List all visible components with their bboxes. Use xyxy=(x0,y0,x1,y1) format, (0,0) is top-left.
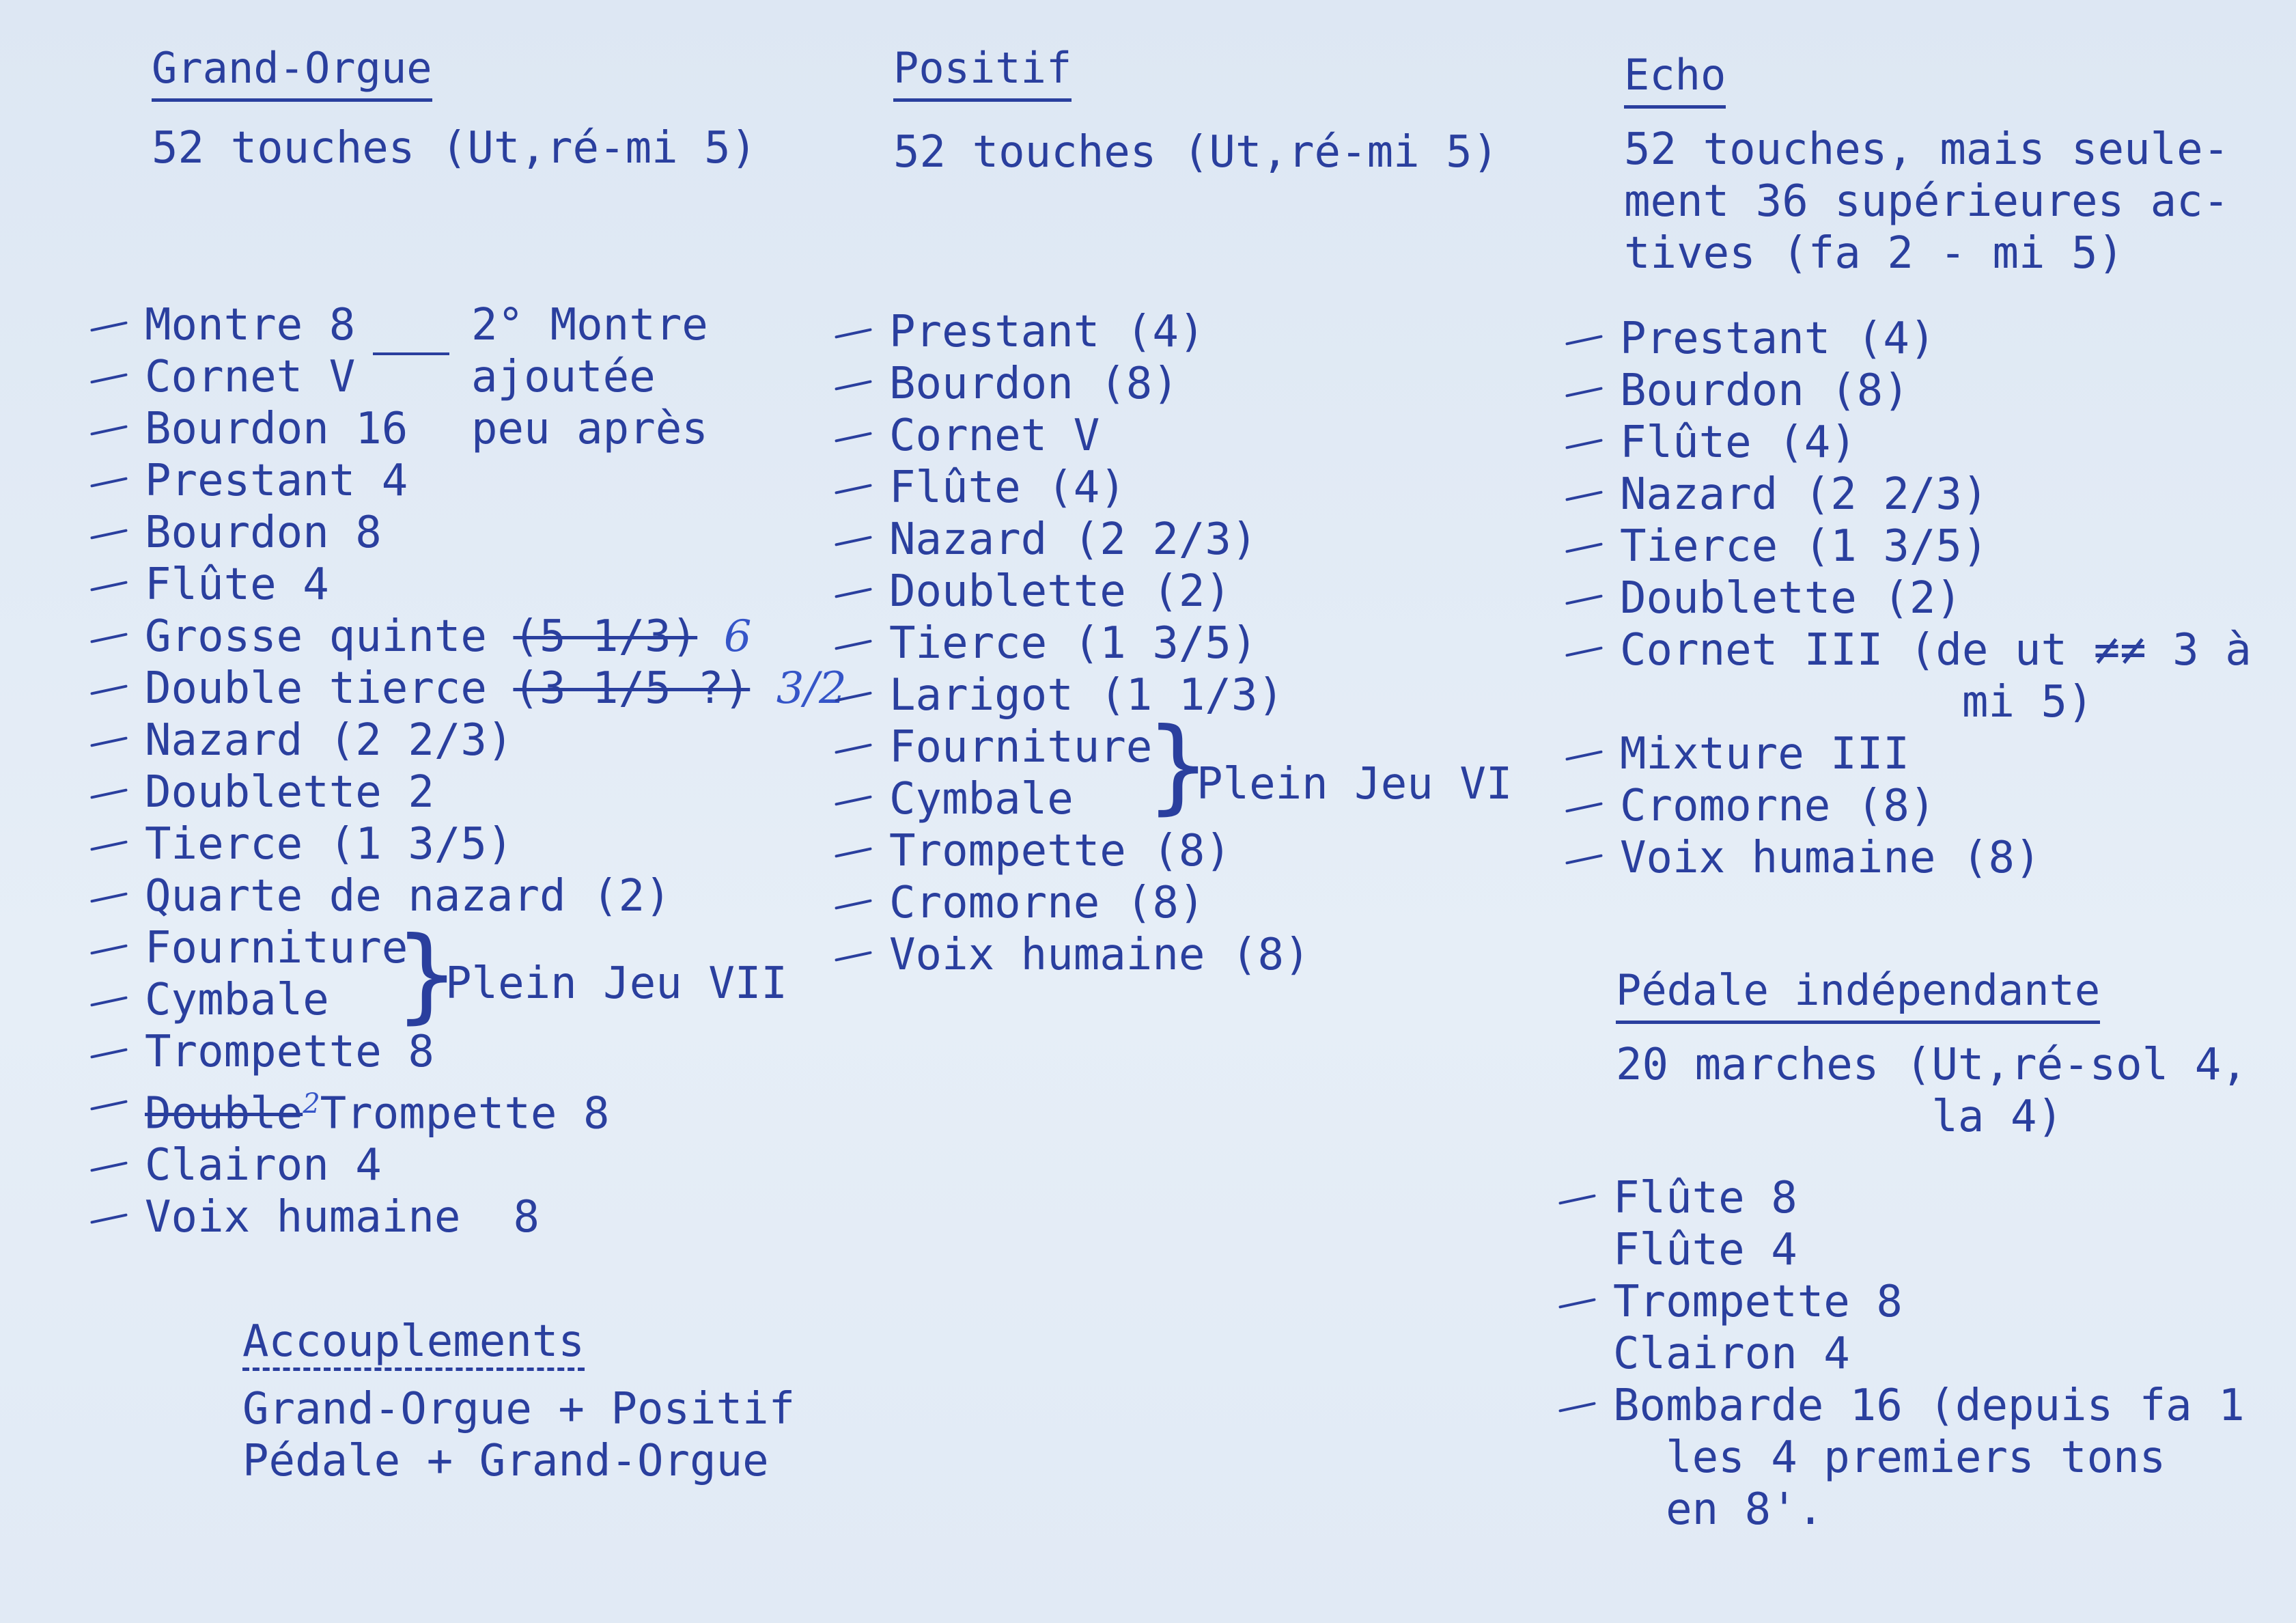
stop-clairon-4 xyxy=(1613,1328,2245,1380)
stop-bombarde-16 xyxy=(1613,1380,2245,1536)
stop-label: Doublette (2) xyxy=(1620,573,1962,624)
stop-label: Double tierce xyxy=(145,663,487,714)
stop-prestant-4 xyxy=(145,455,847,507)
stop-label: Trompette 8 xyxy=(320,1088,610,1139)
stop-doublette xyxy=(1620,572,2252,624)
echo-keys: 52 touches, mais seule- ment 36 supérieures ac- tives (fa 2 - mi 5) xyxy=(1624,124,2230,279)
positif-plein-jeu: Plein Jeu VI xyxy=(1196,759,1513,809)
stop-label: Bourdon 16 xyxy=(145,404,408,454)
stop-quarte-de-nazard xyxy=(145,870,847,922)
stop-label: Cromorne (8) xyxy=(889,878,1205,928)
stop-label: Tierce (1 3/5) xyxy=(145,819,514,870)
stop-grosse-quinte xyxy=(145,611,847,663)
stop-clairon-4 xyxy=(145,1139,847,1191)
stop-label: Prestant (4) xyxy=(1620,314,1936,364)
stop-label: Doublette 2 xyxy=(145,767,434,818)
handwritten-correction: 6 xyxy=(723,611,752,662)
stop-label: Tierce (1 3/5) xyxy=(1620,521,1989,572)
stop-flute-4 xyxy=(1613,1224,2245,1276)
stop-flute xyxy=(889,462,1311,514)
accouplements-title: Accouplements xyxy=(242,1316,585,1371)
stop-label: Voix humaine (8) xyxy=(1620,833,2041,883)
accouplements-section xyxy=(242,1316,795,1487)
stop-cromorne xyxy=(1620,780,2252,832)
stop-label: Trompette (8) xyxy=(889,826,1231,876)
stop-voix-humaine xyxy=(1620,832,2252,884)
stop-second-trompette-8 xyxy=(145,1078,847,1139)
stop-nazard xyxy=(1620,469,2252,521)
accouplement-line: Grand-Orgue + Positif xyxy=(242,1384,796,1434)
stop-tierce xyxy=(889,618,1311,669)
stop-trompette-8 xyxy=(1613,1276,2245,1328)
stop-cornet-iii xyxy=(1620,624,2252,728)
stop-voix-humaine-8 xyxy=(145,1191,847,1243)
stop-label: Prestant (4) xyxy=(889,307,1205,357)
stop-label: Grosse quinte xyxy=(145,611,487,662)
stop-prestant xyxy=(1620,313,2252,365)
stop-label: Flûte 4 xyxy=(145,559,329,610)
echo-stops xyxy=(1620,313,2252,884)
positif-keys: 52 touches (Ut,ré-mi 5) xyxy=(893,127,1499,178)
stop-bourdon xyxy=(1620,365,2252,417)
positif-heading: Positif xyxy=(893,41,1072,102)
stop-label: Cornet III (de ut ≠≠ 3 à mi 5) xyxy=(1620,625,2252,727)
montre-connector-line xyxy=(373,352,449,355)
stop-label: Flûte (4) xyxy=(1620,417,1857,468)
montre-side-note: 2° Montre ajoutée peu après xyxy=(471,300,708,454)
struck-value: (3 1/5 ?) xyxy=(513,663,751,714)
grand-orgue-heading: Grand-Orgue xyxy=(152,41,432,102)
stop-label: Voix humaine 8 xyxy=(145,1192,540,1243)
stop-label: Bourdon (8) xyxy=(1620,365,1909,416)
stop-cromorne xyxy=(889,877,1311,929)
stop-voix-humaine xyxy=(889,929,1311,981)
stop-label: Bourdon (8) xyxy=(889,359,1179,409)
stop-flute xyxy=(1620,417,2252,469)
stop-label: Bombarde 16 (depuis fa 1 les 4 premiers tons en 8'. xyxy=(1613,1381,2245,1535)
stop-trompette-8 xyxy=(145,1026,847,1078)
grand-orgue-column xyxy=(152,41,757,174)
echo-heading: Echo xyxy=(1624,48,1726,109)
stop-doublette-2 xyxy=(145,766,847,818)
stop-larigot xyxy=(889,669,1311,721)
stop-nazard xyxy=(145,715,847,766)
stop-trompette xyxy=(889,825,1311,877)
stop-label: Trompette 8 xyxy=(1613,1277,1903,1327)
struck-word: Double xyxy=(145,1088,303,1139)
stop-label: Bourdon 8 xyxy=(145,508,382,558)
stop-flute-4 xyxy=(145,559,847,611)
pedale-stops xyxy=(1613,1172,2245,1536)
stop-label: Flûte 4 xyxy=(1613,1225,1797,1275)
positif-stops xyxy=(889,306,1311,981)
stop-bourdon-8 xyxy=(145,507,847,559)
stop-label: Montre 8 xyxy=(145,300,356,350)
stop-label: Flûte (4) xyxy=(889,462,1126,513)
stop-label: Cornet V xyxy=(889,411,1100,461)
struck-value: (5 1/3) xyxy=(513,611,698,662)
grand-orgue-plein-jeu: Plein Jeu VII xyxy=(445,958,787,1009)
stop-label: Mixture III xyxy=(1620,729,1909,779)
stop-nazard xyxy=(889,514,1311,566)
pedale-heading: Pédale indépendante xyxy=(1616,963,2100,1024)
handwritten-correction: 2 xyxy=(303,1088,320,1120)
stop-label: Fourniture xyxy=(889,722,1153,773)
stop-label: Nazard (2 2/3) xyxy=(1620,469,1989,520)
stop-flute-8 xyxy=(1613,1172,2245,1224)
stop-tierce xyxy=(1620,521,2252,572)
stop-label: Doublette (2) xyxy=(889,566,1231,617)
stop-double-tierce xyxy=(145,663,847,715)
stop-label: Tierce (1 3/5) xyxy=(889,618,1258,669)
stop-tierce xyxy=(145,818,847,870)
grand-orgue-keys: 52 touches (Ut,ré-mi 5) xyxy=(152,123,757,174)
stop-label: Clairon 4 xyxy=(1613,1329,1850,1379)
handwritten-correction: 3/2 xyxy=(776,663,847,714)
stop-label: Nazard (2 2/3) xyxy=(889,514,1258,565)
echo-column xyxy=(1624,48,2229,279)
stop-label: Fourniture xyxy=(145,923,408,973)
stop-prestant xyxy=(889,306,1311,358)
stop-label: Trompette 8 xyxy=(145,1027,434,1077)
stop-bourdon xyxy=(889,358,1311,410)
stop-label: Cornet V xyxy=(145,352,356,402)
stop-label: Cymbale xyxy=(889,774,1074,824)
stop-label: Quarte de nazard (2) xyxy=(145,871,671,921)
pedale-section xyxy=(1616,963,2248,1143)
stop-label: Nazard (2 2/3) xyxy=(145,715,514,766)
stop-label: Voix humaine (8) xyxy=(889,930,1311,980)
positif-brace: } xyxy=(1147,706,1209,825)
stop-cornet-v xyxy=(889,410,1311,462)
accouplement-line: Pédale + Grand-Orgue xyxy=(242,1436,769,1486)
stop-label: Cromorne (8) xyxy=(1620,781,1936,831)
pedale-keys: 20 marches (Ut,ré-sol 4, la 4) xyxy=(1616,1040,2248,1142)
grand-orgue-brace: } xyxy=(396,915,458,1034)
stop-label: Clairon 4 xyxy=(145,1140,382,1191)
stop-doublette xyxy=(889,566,1311,618)
stop-label: Larigot (1 1/3) xyxy=(889,670,1284,721)
stop-label: Flûte 8 xyxy=(1613,1173,1797,1223)
stop-mixture-iii xyxy=(1620,728,2252,780)
stop-label: Prestant 4 xyxy=(145,456,408,506)
stop-label: Cymbale xyxy=(145,975,329,1025)
positif-column xyxy=(893,41,1498,178)
